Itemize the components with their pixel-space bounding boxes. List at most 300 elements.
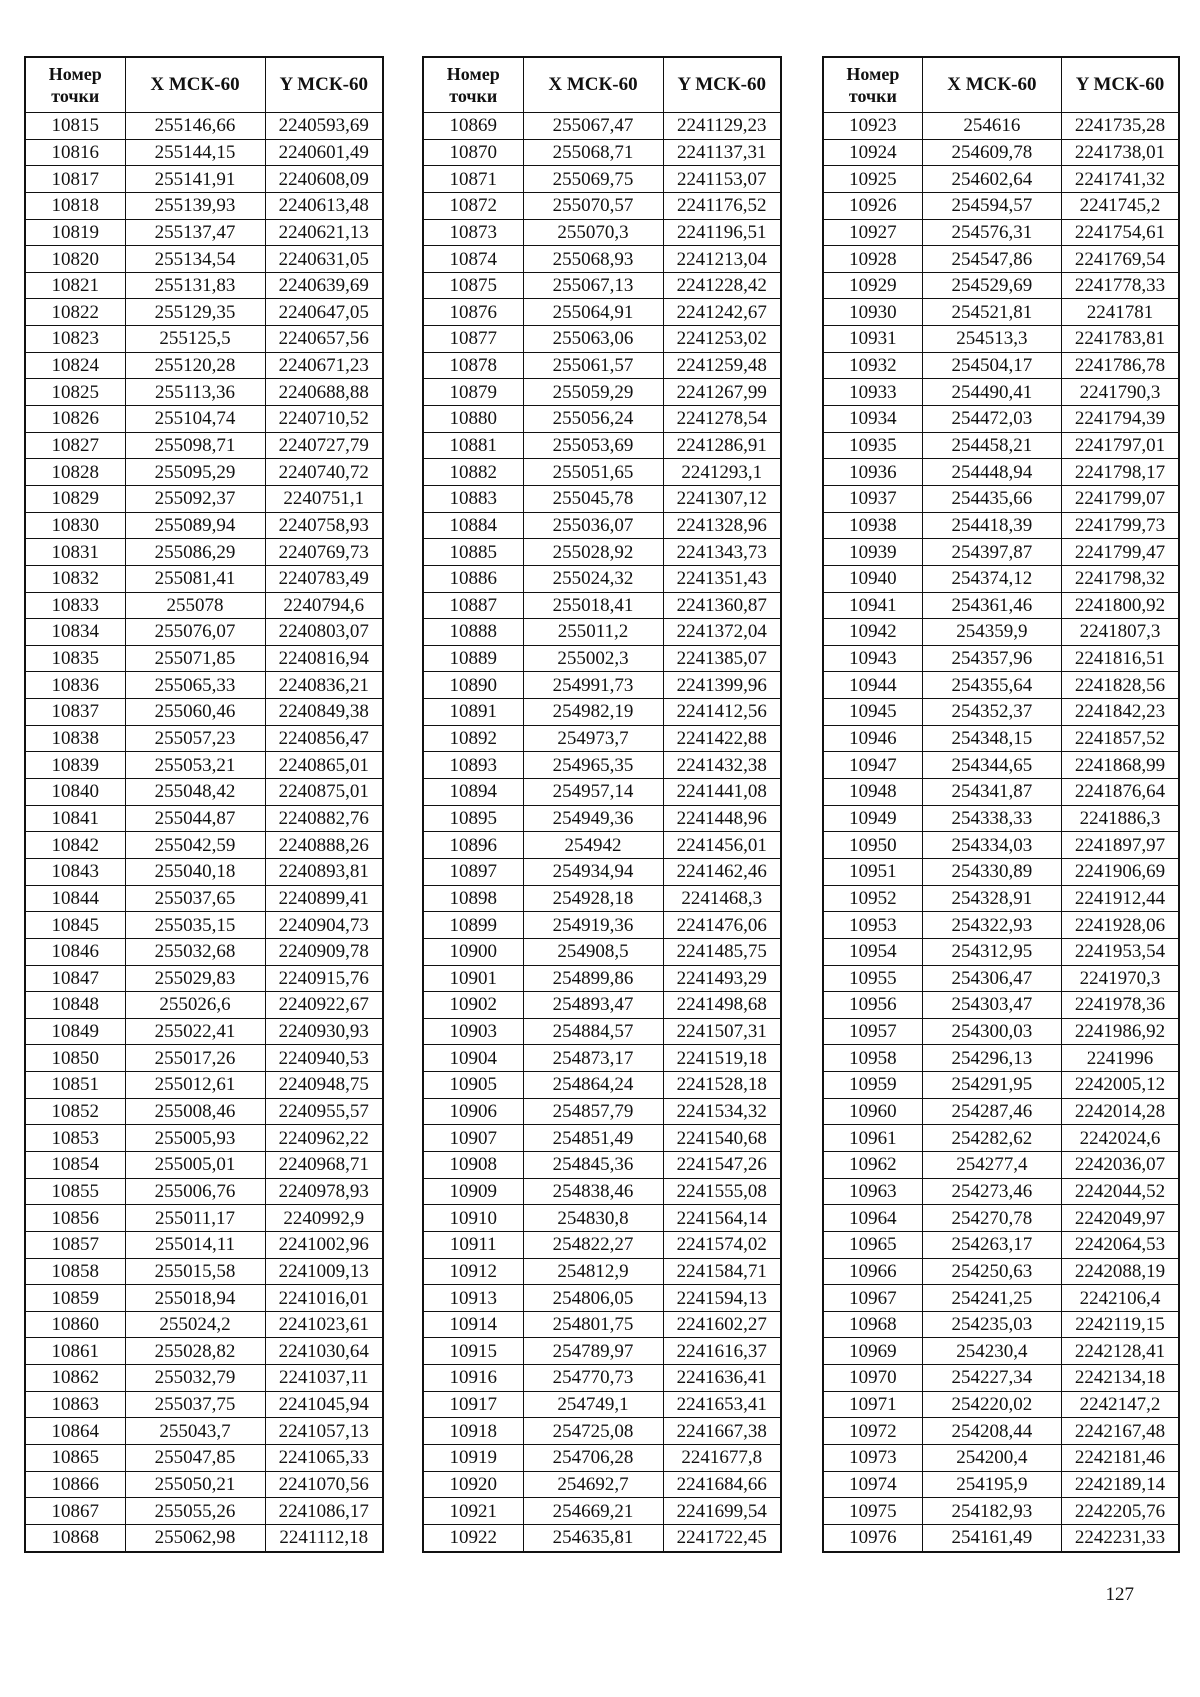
y-coordinate-cell: 2241584,71 bbox=[663, 1258, 781, 1285]
x-coordinate-cell: 255144,15 bbox=[125, 139, 265, 166]
table-row bbox=[423, 1018, 781, 1045]
point-number-cell: 10901 bbox=[423, 965, 523, 992]
x-coordinate-cell: 254838,46 bbox=[523, 1178, 663, 1205]
point-number-cell: 10909 bbox=[423, 1178, 523, 1205]
x-coordinate-cell: 254291,95 bbox=[922, 1072, 1061, 1099]
y-coordinate-cell: 2241798,17 bbox=[1061, 459, 1179, 486]
table-row bbox=[823, 512, 1179, 539]
point-number-cell: 10913 bbox=[423, 1285, 523, 1312]
x-coordinate-cell: 255141,91 bbox=[125, 166, 265, 193]
x-coordinate-cell: 254873,17 bbox=[523, 1045, 663, 1072]
point-number-cell: 10911 bbox=[423, 1231, 523, 1258]
x-coordinate-cell: 254669,21 bbox=[523, 1498, 663, 1525]
y-coordinate-cell: 2241153,07 bbox=[663, 166, 781, 193]
x-coordinate-cell: 254208,44 bbox=[922, 1418, 1061, 1445]
x-coordinate-cell: 254973,7 bbox=[523, 725, 663, 752]
x-coordinate-cell: 254965,35 bbox=[523, 752, 663, 779]
table-row bbox=[25, 1231, 383, 1258]
point-number-cell: 10868 bbox=[25, 1524, 125, 1551]
x-coordinate-cell: 255018,41 bbox=[523, 592, 663, 619]
point-number-cell: 10875 bbox=[423, 272, 523, 299]
point-number-cell: 10938 bbox=[823, 512, 922, 539]
point-number-cell: 10931 bbox=[823, 326, 922, 353]
table-row bbox=[25, 299, 383, 326]
table-row bbox=[25, 699, 383, 726]
y-coordinate-cell: 2241699,54 bbox=[663, 1498, 781, 1525]
x-coordinate-cell: 254338,33 bbox=[922, 805, 1061, 832]
x-coordinate-cell: 254303,47 bbox=[922, 992, 1061, 1019]
y-coordinate-cell: 2240803,07 bbox=[265, 619, 383, 646]
y-coordinate-cell: 2241754,61 bbox=[1061, 219, 1179, 246]
point-number-cell: 10866 bbox=[25, 1471, 125, 1498]
table-row bbox=[823, 539, 1179, 566]
x-coordinate-cell: 254287,46 bbox=[922, 1098, 1061, 1125]
x-coordinate-cell: 254801,75 bbox=[523, 1311, 663, 1338]
y-coordinate-cell: 2241540,68 bbox=[663, 1125, 781, 1152]
point-number-cell: 10817 bbox=[25, 166, 125, 193]
y-coordinate-cell: 2240671,23 bbox=[265, 352, 383, 379]
y-coordinate-cell: 2240608,09 bbox=[265, 166, 383, 193]
y-coordinate-cell: 2241735,28 bbox=[1061, 113, 1179, 140]
y-coordinate-cell: 2240647,05 bbox=[265, 299, 383, 326]
coordinate-table-1 bbox=[24, 56, 384, 1553]
table-row bbox=[423, 246, 781, 273]
point-number-cell: 10882 bbox=[423, 459, 523, 486]
y-coordinate-cell: 2240816,94 bbox=[265, 645, 383, 672]
y-coordinate-cell: 2241137,31 bbox=[663, 139, 781, 166]
point-number-cell: 10878 bbox=[423, 352, 523, 379]
point-number-cell: 10890 bbox=[423, 672, 523, 699]
y-coordinate-cell: 2240904,73 bbox=[265, 912, 383, 939]
point-number-cell: 10898 bbox=[423, 885, 523, 912]
table-row bbox=[823, 246, 1179, 273]
point-number-cell: 10948 bbox=[823, 779, 922, 806]
point-number-cell: 10974 bbox=[823, 1471, 922, 1498]
table-row bbox=[25, 752, 383, 779]
x-coordinate-cell: 255067,47 bbox=[523, 113, 663, 140]
table-row bbox=[823, 379, 1179, 406]
point-number-cell: 10887 bbox=[423, 592, 523, 619]
point-number-cell: 10937 bbox=[823, 485, 922, 512]
point-number-cell: 10821 bbox=[25, 272, 125, 299]
x-coordinate-cell: 255081,41 bbox=[125, 565, 265, 592]
y-coordinate-cell: 2242014,28 bbox=[1061, 1098, 1179, 1125]
table-row bbox=[423, 885, 781, 912]
y-coordinate-cell: 2242181,46 bbox=[1061, 1445, 1179, 1472]
table-row bbox=[823, 858, 1179, 885]
y-coordinate-cell: 2242167,48 bbox=[1061, 1418, 1179, 1445]
point-number-cell: 10964 bbox=[823, 1205, 922, 1232]
point-number-cell: 10837 bbox=[25, 699, 125, 726]
x-coordinate-cell: 254490,41 bbox=[922, 379, 1061, 406]
table-row bbox=[823, 1125, 1179, 1152]
table-row bbox=[823, 166, 1179, 193]
y-coordinate-cell: 2240922,67 bbox=[265, 992, 383, 1019]
table-row bbox=[25, 1098, 383, 1125]
y-coordinate-cell: 2240727,79 bbox=[265, 432, 383, 459]
table-header-row bbox=[823, 57, 1179, 113]
x-coordinate-cell: 254361,46 bbox=[922, 592, 1061, 619]
y-coordinate-cell: 2241799,07 bbox=[1061, 485, 1179, 512]
table-row bbox=[423, 379, 781, 406]
header-x: X МСК-60 bbox=[125, 57, 265, 113]
table-row bbox=[25, 1205, 383, 1232]
table-row bbox=[25, 1471, 383, 1498]
table-row bbox=[823, 326, 1179, 353]
point-number-cell: 10881 bbox=[423, 432, 523, 459]
point-number-cell: 10815 bbox=[25, 113, 125, 140]
y-coordinate-cell: 2241307,12 bbox=[663, 485, 781, 512]
table-row bbox=[423, 1125, 781, 1152]
x-coordinate-cell: 255059,29 bbox=[523, 379, 663, 406]
y-coordinate-cell: 2241385,07 bbox=[663, 645, 781, 672]
table-row bbox=[25, 485, 383, 512]
y-coordinate-cell: 2241783,81 bbox=[1061, 326, 1179, 353]
point-number-cell: 10867 bbox=[25, 1498, 125, 1525]
point-number-cell: 10926 bbox=[823, 192, 922, 219]
table-row bbox=[823, 912, 1179, 939]
x-coordinate-cell: 254220,02 bbox=[922, 1391, 1061, 1418]
table-row bbox=[25, 619, 383, 646]
point-number-cell: 10946 bbox=[823, 725, 922, 752]
table-row bbox=[823, 1524, 1179, 1551]
x-coordinate-cell: 254822,27 bbox=[523, 1231, 663, 1258]
table-row bbox=[423, 1045, 781, 1072]
y-coordinate-cell: 2241786,78 bbox=[1061, 352, 1179, 379]
x-coordinate-cell: 254277,4 bbox=[922, 1151, 1061, 1178]
point-number-cell: 10922 bbox=[423, 1524, 523, 1551]
point-number-cell: 10835 bbox=[25, 645, 125, 672]
table-row bbox=[823, 699, 1179, 726]
table-row bbox=[25, 379, 383, 406]
y-coordinate-cell: 2241636,41 bbox=[663, 1365, 781, 1392]
y-coordinate-cell: 2240888,26 bbox=[265, 832, 383, 859]
y-coordinate-cell: 2241037,11 bbox=[265, 1365, 383, 1392]
y-coordinate-cell: 2241794,39 bbox=[1061, 406, 1179, 433]
x-coordinate-cell: 255095,29 bbox=[125, 459, 265, 486]
table-row bbox=[423, 699, 781, 726]
x-coordinate-cell: 254529,69 bbox=[922, 272, 1061, 299]
point-number-cell: 10838 bbox=[25, 725, 125, 752]
x-coordinate-cell: 254263,17 bbox=[922, 1231, 1061, 1258]
y-coordinate-cell: 2240865,01 bbox=[265, 752, 383, 779]
point-number-cell: 10961 bbox=[823, 1125, 922, 1152]
table-row bbox=[423, 326, 781, 353]
y-coordinate-cell: 2242044,52 bbox=[1061, 1178, 1179, 1205]
point-number-cell: 10889 bbox=[423, 645, 523, 672]
point-number-cell: 10919 bbox=[423, 1445, 523, 1472]
table-row bbox=[823, 1311, 1179, 1338]
table-row bbox=[423, 432, 781, 459]
x-coordinate-cell: 254789,97 bbox=[523, 1338, 663, 1365]
y-coordinate-cell: 2240849,38 bbox=[265, 699, 383, 726]
y-coordinate-cell: 2241594,13 bbox=[663, 1285, 781, 1312]
y-coordinate-cell: 2240758,93 bbox=[265, 512, 383, 539]
point-number-cell: 10854 bbox=[25, 1151, 125, 1178]
table-row bbox=[823, 565, 1179, 592]
table-row bbox=[823, 1365, 1179, 1392]
x-coordinate-cell: 254845,36 bbox=[523, 1151, 663, 1178]
table-row bbox=[823, 272, 1179, 299]
y-coordinate-cell: 2241519,18 bbox=[663, 1045, 781, 1072]
table-row bbox=[25, 1258, 383, 1285]
x-coordinate-cell: 254352,37 bbox=[922, 699, 1061, 726]
y-coordinate-cell: 2241065,33 bbox=[265, 1445, 383, 1472]
y-coordinate-cell: 2241816,51 bbox=[1061, 645, 1179, 672]
x-coordinate-cell: 255040,18 bbox=[125, 858, 265, 885]
point-number-cell: 10962 bbox=[823, 1151, 922, 1178]
table-row bbox=[823, 1098, 1179, 1125]
point-number-cell: 10906 bbox=[423, 1098, 523, 1125]
y-coordinate-cell: 2241476,06 bbox=[663, 912, 781, 939]
y-coordinate-cell: 2241799,73 bbox=[1061, 512, 1179, 539]
point-number-cell: 10910 bbox=[423, 1205, 523, 1232]
point-number-cell: 10975 bbox=[823, 1498, 922, 1525]
point-number-cell: 10840 bbox=[25, 779, 125, 806]
y-coordinate-cell: 2241534,32 bbox=[663, 1098, 781, 1125]
x-coordinate-cell: 255053,69 bbox=[523, 432, 663, 459]
y-coordinate-cell: 2241412,56 bbox=[663, 699, 781, 726]
y-coordinate-cell: 2242128,41 bbox=[1061, 1338, 1179, 1365]
y-coordinate-cell: 2241023,61 bbox=[265, 1311, 383, 1338]
x-coordinate-cell: 255134,54 bbox=[125, 246, 265, 273]
y-coordinate-cell: 2241876,64 bbox=[1061, 779, 1179, 806]
y-coordinate-cell: 2241045,94 bbox=[265, 1391, 383, 1418]
table-row bbox=[25, 1125, 383, 1152]
table-row bbox=[423, 805, 781, 832]
table-row bbox=[823, 1072, 1179, 1099]
point-number-cell: 10894 bbox=[423, 779, 523, 806]
x-coordinate-cell: 255012,61 bbox=[125, 1072, 265, 1099]
table-row bbox=[823, 299, 1179, 326]
y-coordinate-cell: 2242024,6 bbox=[1061, 1125, 1179, 1152]
point-number-cell: 10969 bbox=[823, 1338, 922, 1365]
table-row bbox=[823, 1231, 1179, 1258]
point-number-cell: 10884 bbox=[423, 512, 523, 539]
point-number-cell: 10857 bbox=[25, 1231, 125, 1258]
x-coordinate-cell: 254893,47 bbox=[523, 992, 663, 1019]
y-coordinate-cell: 2241868,99 bbox=[1061, 752, 1179, 779]
x-coordinate-cell: 255044,87 bbox=[125, 805, 265, 832]
x-coordinate-cell: 255011,17 bbox=[125, 1205, 265, 1232]
table-row bbox=[25, 326, 383, 353]
point-number-cell: 10972 bbox=[823, 1418, 922, 1445]
y-coordinate-cell: 2240639,69 bbox=[265, 272, 383, 299]
point-number-cell: 10862 bbox=[25, 1365, 125, 1392]
y-coordinate-cell: 2241616,37 bbox=[663, 1338, 781, 1365]
table-row bbox=[423, 139, 781, 166]
point-number-cell: 10914 bbox=[423, 1311, 523, 1338]
x-coordinate-cell: 254928,18 bbox=[523, 885, 663, 912]
y-coordinate-cell: 2241970,3 bbox=[1061, 965, 1179, 992]
y-coordinate-cell: 2241242,67 bbox=[663, 299, 781, 326]
x-coordinate-cell: 254706,28 bbox=[523, 1445, 663, 1472]
point-number-cell: 10816 bbox=[25, 139, 125, 166]
y-coordinate-cell: 2241790,3 bbox=[1061, 379, 1179, 406]
table-row bbox=[423, 1285, 781, 1312]
point-number-cell: 10876 bbox=[423, 299, 523, 326]
y-coordinate-cell: 2242106,4 bbox=[1061, 1285, 1179, 1312]
point-number-cell: 10825 bbox=[25, 379, 125, 406]
x-coordinate-cell: 255035,15 bbox=[125, 912, 265, 939]
table-row bbox=[423, 512, 781, 539]
x-coordinate-cell: 254250,63 bbox=[922, 1258, 1061, 1285]
point-number-cell: 10822 bbox=[25, 299, 125, 326]
point-number-cell: 10900 bbox=[423, 938, 523, 965]
x-coordinate-cell: 254982,19 bbox=[523, 699, 663, 726]
x-coordinate-cell: 255008,46 bbox=[125, 1098, 265, 1125]
x-coordinate-cell: 255070,57 bbox=[523, 192, 663, 219]
table-row bbox=[823, 1018, 1179, 1045]
x-coordinate-cell: 255057,23 bbox=[125, 725, 265, 752]
x-coordinate-cell: 255050,21 bbox=[125, 1471, 265, 1498]
x-coordinate-cell: 254806,05 bbox=[523, 1285, 663, 1312]
table-row bbox=[423, 565, 781, 592]
y-coordinate-cell: 2240856,47 bbox=[265, 725, 383, 752]
y-coordinate-cell: 2241253,02 bbox=[663, 326, 781, 353]
point-number-cell: 10883 bbox=[423, 485, 523, 512]
x-coordinate-cell: 255070,3 bbox=[523, 219, 663, 246]
table-row bbox=[823, 779, 1179, 806]
x-coordinate-cell: 255018,94 bbox=[125, 1285, 265, 1312]
x-coordinate-cell: 254504,17 bbox=[922, 352, 1061, 379]
table-row bbox=[423, 1445, 781, 1472]
y-coordinate-cell: 2241030,64 bbox=[265, 1338, 383, 1365]
point-number-cell: 10905 bbox=[423, 1072, 523, 1099]
y-coordinate-cell: 2241986,92 bbox=[1061, 1018, 1179, 1045]
x-coordinate-cell: 255069,75 bbox=[523, 166, 663, 193]
y-coordinate-cell: 2241129,23 bbox=[663, 113, 781, 140]
table-row bbox=[823, 592, 1179, 619]
x-coordinate-cell: 255047,85 bbox=[125, 1445, 265, 1472]
point-number-cell: 10853 bbox=[25, 1125, 125, 1152]
x-coordinate-cell: 254435,66 bbox=[922, 485, 1061, 512]
x-coordinate-cell: 255120,28 bbox=[125, 352, 265, 379]
table-row bbox=[823, 1285, 1179, 1312]
x-coordinate-cell: 255060,46 bbox=[125, 699, 265, 726]
point-number-cell: 10850 bbox=[25, 1045, 125, 1072]
point-number-cell: 10971 bbox=[823, 1391, 922, 1418]
y-coordinate-cell: 2240593,69 bbox=[265, 113, 383, 140]
x-coordinate-cell: 255015,58 bbox=[125, 1258, 265, 1285]
point-number-cell: 10892 bbox=[423, 725, 523, 752]
table-row bbox=[423, 1151, 781, 1178]
x-coordinate-cell: 255131,83 bbox=[125, 272, 265, 299]
x-coordinate-cell: 254884,57 bbox=[523, 1018, 663, 1045]
table-row bbox=[423, 1178, 781, 1205]
point-number-cell: 10823 bbox=[25, 326, 125, 353]
y-coordinate-cell: 2241555,08 bbox=[663, 1178, 781, 1205]
table-row bbox=[823, 965, 1179, 992]
x-coordinate-cell: 254472,03 bbox=[922, 406, 1061, 433]
table-row bbox=[823, 805, 1179, 832]
table-row bbox=[823, 992, 1179, 1019]
table-row bbox=[823, 1445, 1179, 1472]
point-number-cell: 10944 bbox=[823, 672, 922, 699]
point-number-cell: 10826 bbox=[25, 406, 125, 433]
table-row bbox=[25, 1072, 383, 1099]
table-row bbox=[823, 192, 1179, 219]
point-number-cell: 10886 bbox=[423, 565, 523, 592]
x-coordinate-cell: 255061,57 bbox=[523, 352, 663, 379]
y-coordinate-cell: 2241009,13 bbox=[265, 1258, 383, 1285]
table-row bbox=[25, 565, 383, 592]
x-coordinate-cell: 255043,7 bbox=[125, 1418, 265, 1445]
x-coordinate-cell: 254513,3 bbox=[922, 326, 1061, 353]
y-coordinate-cell: 2241057,13 bbox=[265, 1418, 383, 1445]
y-coordinate-cell: 2241769,54 bbox=[1061, 246, 1179, 273]
table-header-row bbox=[423, 57, 781, 113]
y-coordinate-cell: 2240893,81 bbox=[265, 858, 383, 885]
table-row bbox=[25, 113, 383, 140]
point-number-cell: 10939 bbox=[823, 539, 922, 566]
point-number-cell: 10958 bbox=[823, 1045, 922, 1072]
table-row bbox=[423, 992, 781, 1019]
point-number-cell: 10824 bbox=[25, 352, 125, 379]
table-row bbox=[823, 832, 1179, 859]
table-row bbox=[25, 539, 383, 566]
table-row bbox=[423, 1098, 781, 1125]
x-coordinate-cell: 254359,9 bbox=[922, 619, 1061, 646]
point-number-cell: 10851 bbox=[25, 1072, 125, 1099]
table-row bbox=[25, 1524, 383, 1551]
x-coordinate-cell: 254374,12 bbox=[922, 565, 1061, 592]
table-row bbox=[823, 139, 1179, 166]
point-number-cell: 10915 bbox=[423, 1338, 523, 1365]
point-number-cell: 10843 bbox=[25, 858, 125, 885]
table-row bbox=[25, 1418, 383, 1445]
x-coordinate-cell: 254594,57 bbox=[922, 192, 1061, 219]
y-coordinate-cell: 2241432,38 bbox=[663, 752, 781, 779]
x-coordinate-cell: 255068,93 bbox=[523, 246, 663, 273]
point-number-cell: 10967 bbox=[823, 1285, 922, 1312]
x-coordinate-cell: 254330,89 bbox=[922, 858, 1061, 885]
table-row bbox=[423, 619, 781, 646]
table-row bbox=[823, 1338, 1179, 1365]
y-coordinate-cell: 2240657,56 bbox=[265, 326, 383, 353]
table-row bbox=[423, 1258, 781, 1285]
table-row bbox=[25, 1445, 383, 1472]
point-number-cell: 10976 bbox=[823, 1524, 922, 1551]
y-coordinate-cell: 2240948,75 bbox=[265, 1072, 383, 1099]
x-coordinate-cell: 254602,64 bbox=[922, 166, 1061, 193]
y-coordinate-cell: 2241267,99 bbox=[663, 379, 781, 406]
x-coordinate-cell: 254812,9 bbox=[523, 1258, 663, 1285]
point-number-cell: 10819 bbox=[25, 219, 125, 246]
y-coordinate-cell: 2241293,1 bbox=[663, 459, 781, 486]
x-coordinate-cell: 254341,87 bbox=[922, 779, 1061, 806]
point-number-cell: 10847 bbox=[25, 965, 125, 992]
y-coordinate-cell: 2241996 bbox=[1061, 1045, 1179, 1072]
x-coordinate-cell: 254322,93 bbox=[922, 912, 1061, 939]
point-number-cell: 10951 bbox=[823, 858, 922, 885]
y-coordinate-cell: 2241897,97 bbox=[1061, 832, 1179, 859]
y-coordinate-cell: 2240688,88 bbox=[265, 379, 383, 406]
table-row bbox=[823, 1418, 1179, 1445]
x-coordinate-cell: 255002,3 bbox=[523, 645, 663, 672]
table-row bbox=[823, 459, 1179, 486]
y-coordinate-cell: 2241912,44 bbox=[1061, 885, 1179, 912]
x-coordinate-cell: 255032,68 bbox=[125, 938, 265, 965]
y-coordinate-cell: 2241086,17 bbox=[265, 1498, 383, 1525]
table-row bbox=[823, 885, 1179, 912]
table-row bbox=[423, 539, 781, 566]
y-coordinate-cell: 2241278,54 bbox=[663, 406, 781, 433]
table-row bbox=[25, 1311, 383, 1338]
point-number-cell: 10861 bbox=[25, 1338, 125, 1365]
table-row bbox=[423, 1072, 781, 1099]
x-coordinate-cell: 255037,75 bbox=[125, 1391, 265, 1418]
